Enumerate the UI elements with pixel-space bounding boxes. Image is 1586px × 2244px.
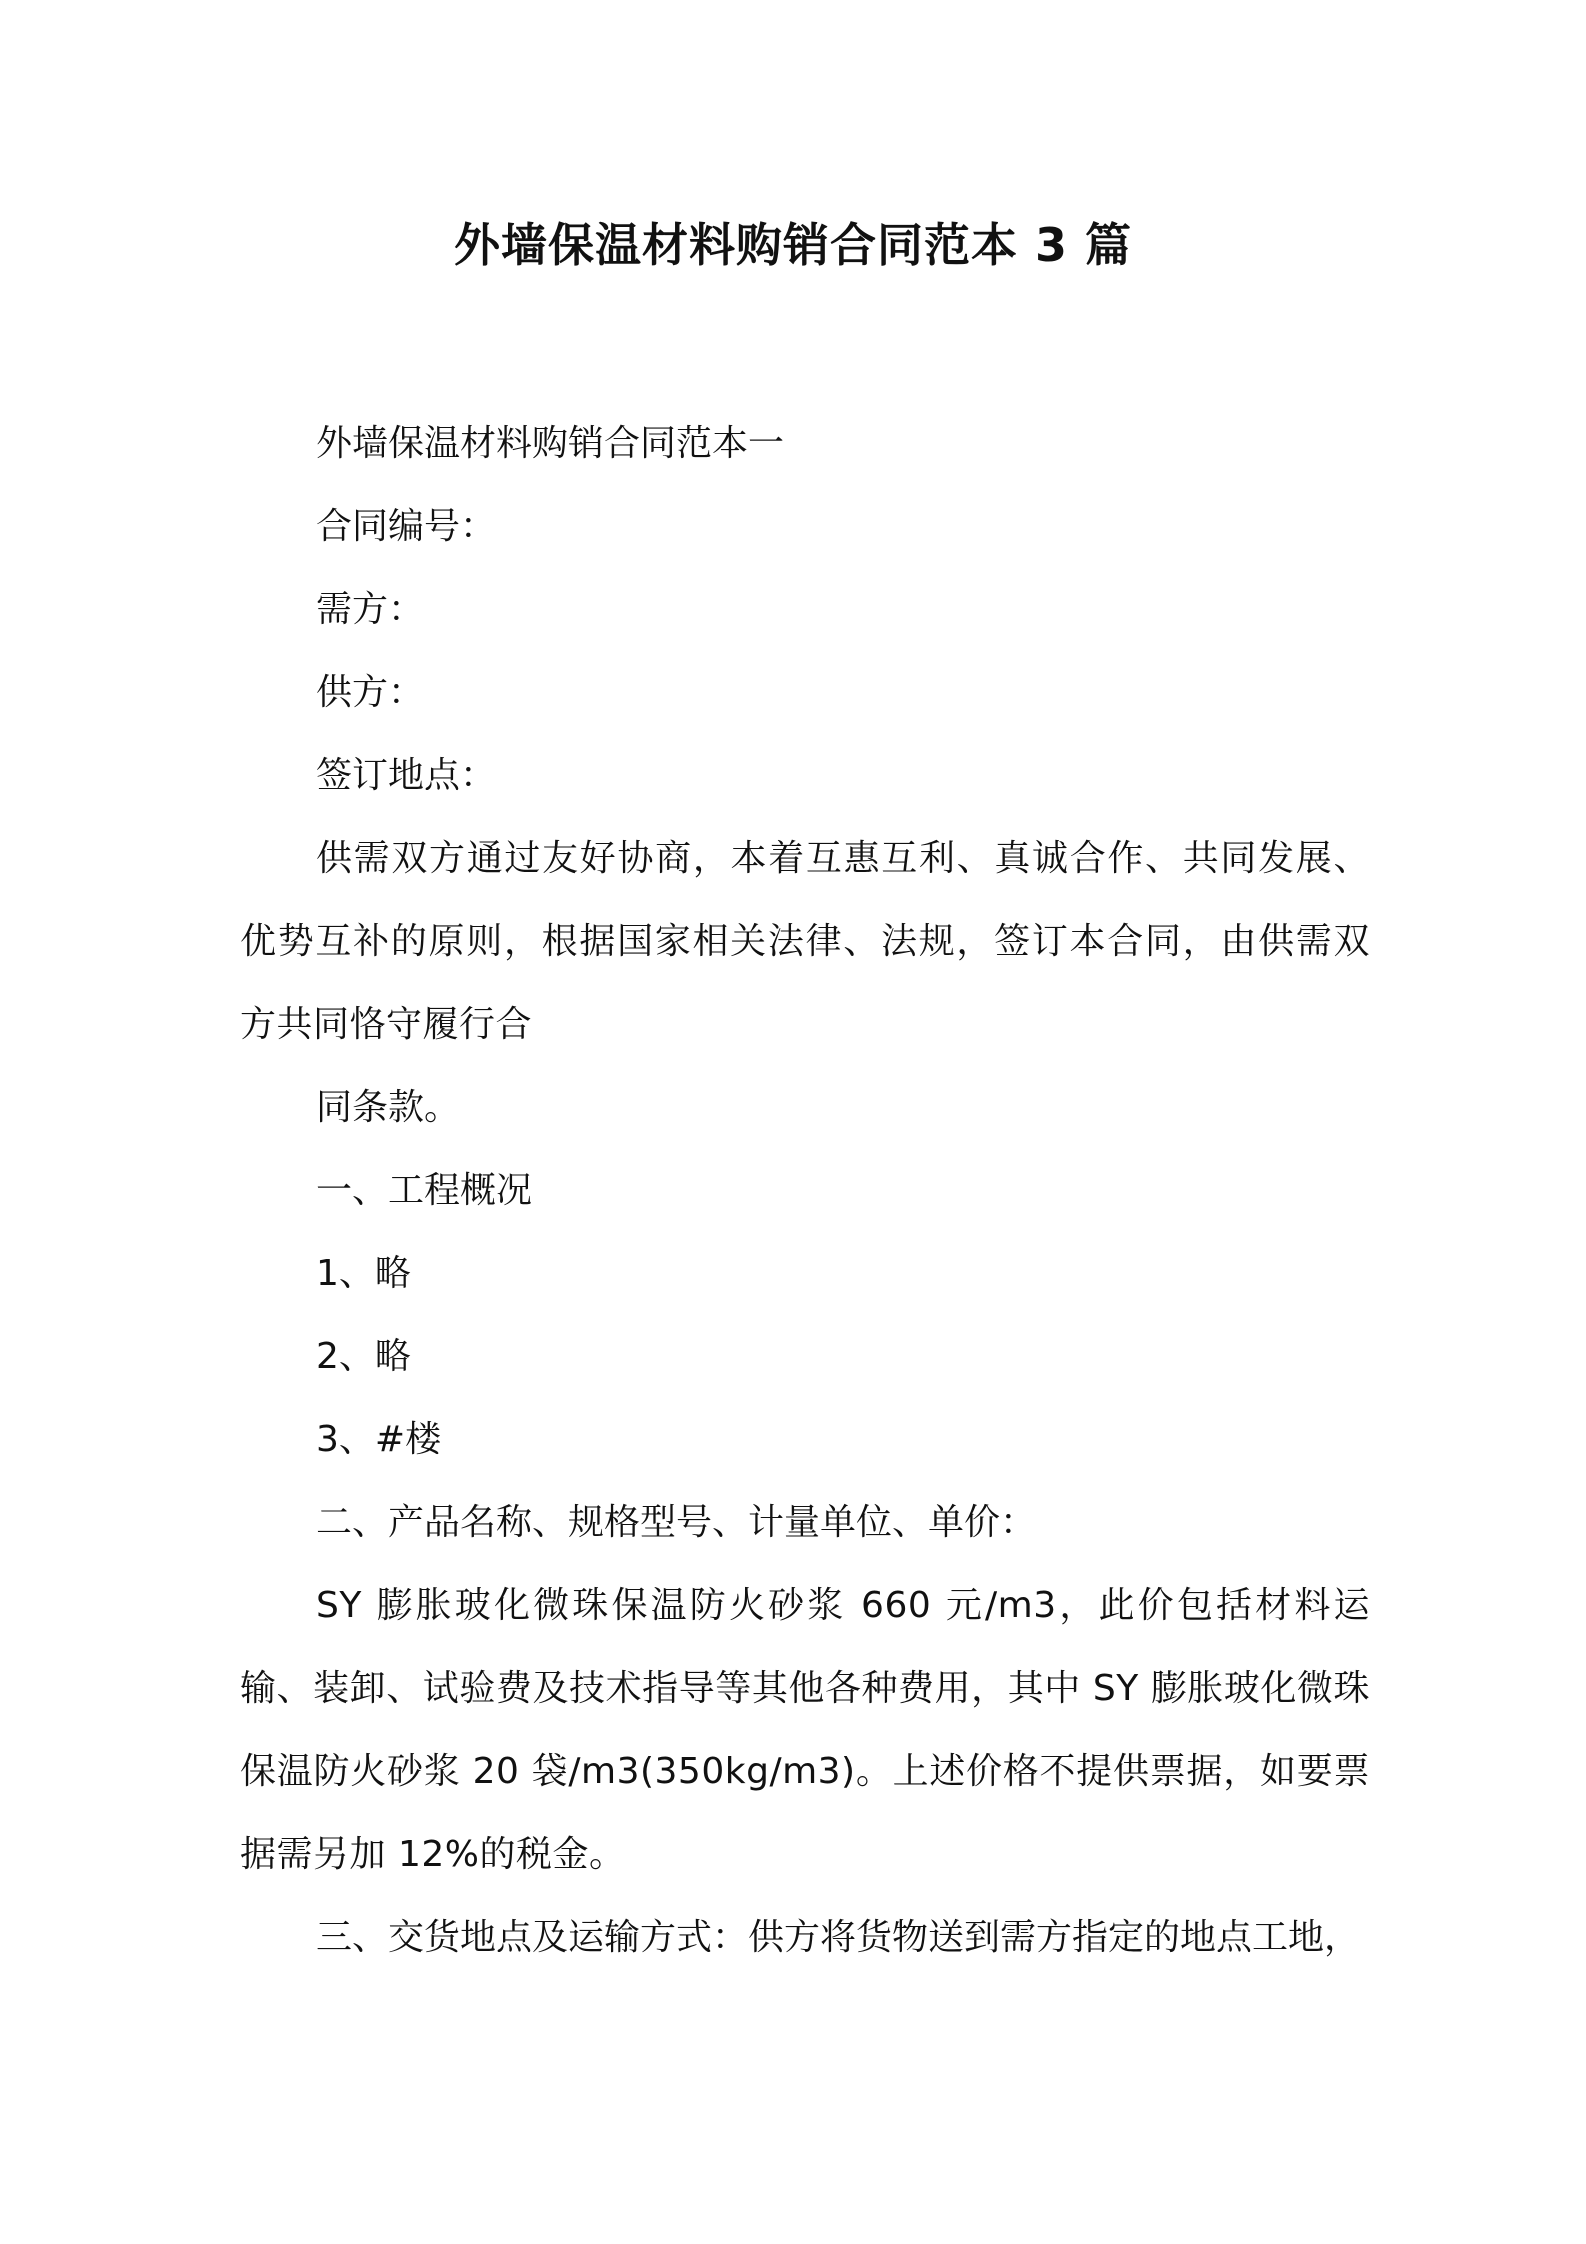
document-title: 外墙保温材料购销合同范本 3 篇 bbox=[453, 218, 1133, 272]
intro-paragraph-continuation: 同条款。 bbox=[316, 1087, 461, 1128]
delivery-heading: 三、交货地点及运输方式：供方将货物送到需方指定的地点工地， bbox=[316, 1917, 1361, 1958]
project-item-2: 2、略 bbox=[316, 1336, 411, 1377]
contract-number-label: 合同编号： bbox=[316, 506, 497, 547]
project-overview-heading: 一、工程概况 bbox=[316, 1170, 533, 1211]
buyer-label: 需方： bbox=[316, 589, 425, 630]
project-item-1: 1、略 bbox=[316, 1253, 411, 1294]
product-heading: 二、产品名称、规格型号、计量单位、单价： bbox=[316, 1502, 1037, 1543]
product-paragraph: SY 膨胀玻化微珠保温防火砂浆 660 元/m3，此价包括材料运输、装卸、试验费及技术指导等其他各种费用，其中 SY 膨胀玻化微珠保温防火砂浆 20 袋/m3(350kg/m3)。上述价格不提供票据，如要票据需另加 12%的税金。 bbox=[240, 1585, 1370, 1875]
project-item-3: 3、#楼 bbox=[316, 1419, 442, 1460]
section-heading: 外墙保温材料购销合同范本一 bbox=[316, 423, 785, 464]
signing-place-label: 签订地点： bbox=[316, 755, 497, 796]
supplier-label: 供方： bbox=[316, 672, 425, 713]
intro-paragraph: 供需双方通过友好协商，本着互惠互利、真诚合作、共同发展、优势互补的原则，根据国家相关法律、法规，签订本合同，由供需双方共同恪守履行合 bbox=[240, 838, 1370, 1045]
document-body bbox=[240, 402, 1370, 1979]
